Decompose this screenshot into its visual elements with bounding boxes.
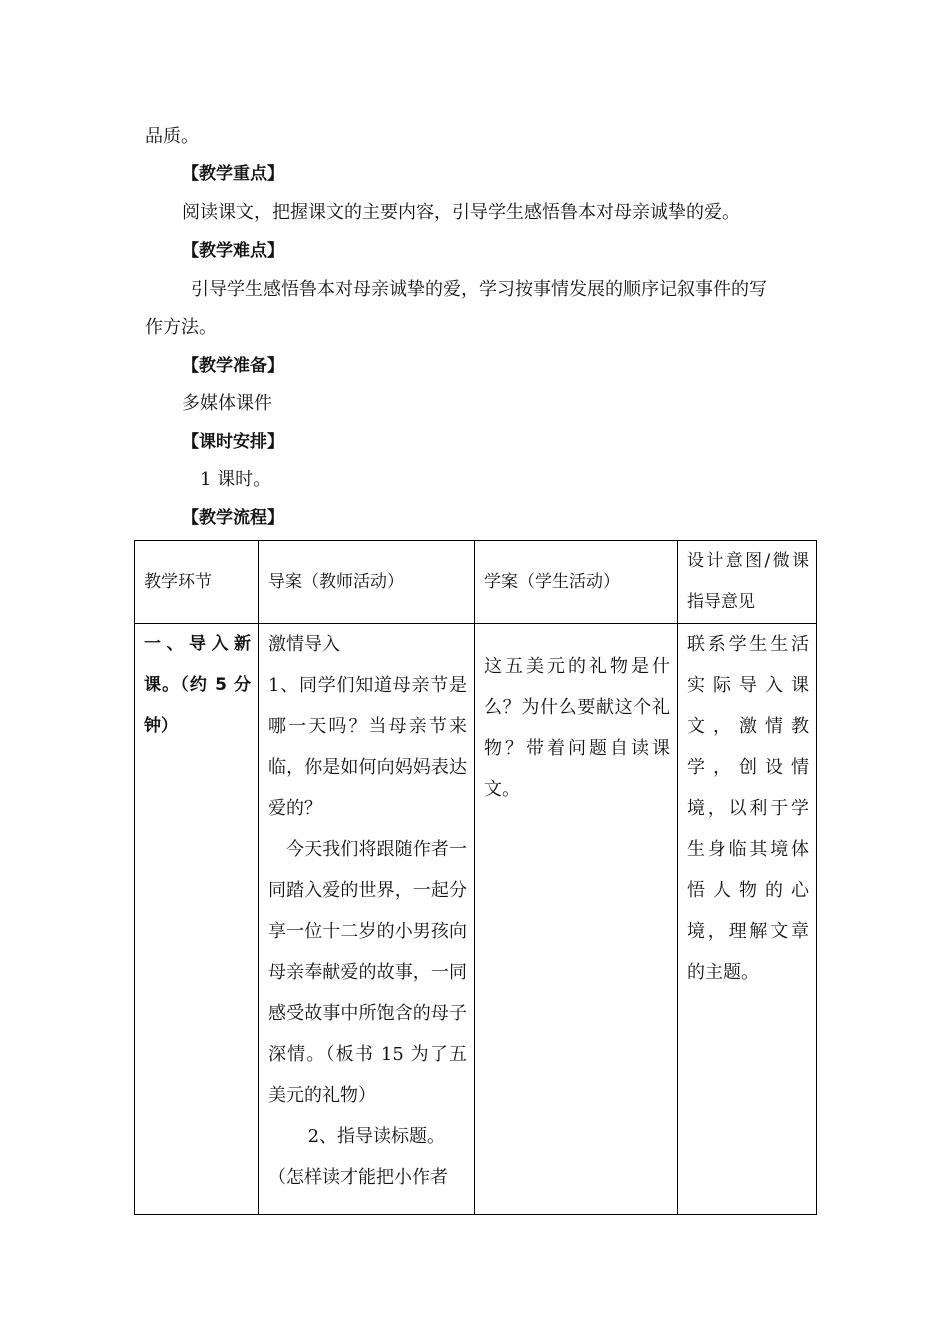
key-points-heading: 【教学重点】 [182,164,284,184]
key-points-text: 阅读课文，把握课文的主要内容，引导学生感悟鲁本对母亲诚挚的爱。 [182,202,740,223]
prep-text: 多媒体课件 [182,393,272,414]
difficulty-text-line2: 作方法。 [145,317,217,338]
cell-teacher [259,624,475,1215]
header-design: 设计意图/微课指导意见 [678,541,817,624]
teacher-title: 激情导入 [268,634,340,655]
teacher-paragraph-1: 1、同学们知道母亲节是哪一天吗？当母亲节来临，你是如何向妈妈表达爱的？ [268,675,467,819]
teacher-paragraph-2: 今天我们将跟随作者一同踏入爱的世界，一起分享一位十二岁的小男孩向母亲奉献爱的故事，一同感受故事中所饱含的母子深情。（板书 15 为了五美元的礼物） [268,839,467,1106]
schedule-heading: 【课时安排】 [182,432,284,452]
flow-heading: 【教学流程】 [182,508,284,528]
table-header-row [135,541,817,624]
table-row [135,624,817,1215]
header-teacher: 导案（教师活动） [259,541,475,624]
cell-stage: 一、导入新课。（约 5 分钟） [135,624,259,1215]
prep-heading: 【教学准备】 [182,356,284,376]
teacher-paragraph-4: （怎样读才能把小作者 [268,1167,448,1188]
teacher-paragraph-3: 2、指导读标题。 [307,1126,446,1147]
cell-design: 联系学生生活实际导入课文，激情教学，创设情境，以利于学生身临其境体悟人物的心境，理解文章的主题。 [678,624,817,1215]
header-student: 学案（学生活动） [475,541,678,624]
cell-student: 这五美元的礼物是什么？为什么要献这个礼物？带着问题自读课文。 [475,624,678,1215]
difficulty-heading: 【教学难点】 [182,241,284,261]
difficulty-text-line1: 引导学生感悟鲁本对母亲诚挚的爱，学习按事情发展的顺序记叙事件的写 [191,279,767,300]
teaching-flow-table [134,540,817,1215]
schedule-text: 1 课时。 [200,469,272,490]
text-quality-tail: 品质。 [145,126,199,147]
header-stage: 教学环节 [135,541,259,624]
